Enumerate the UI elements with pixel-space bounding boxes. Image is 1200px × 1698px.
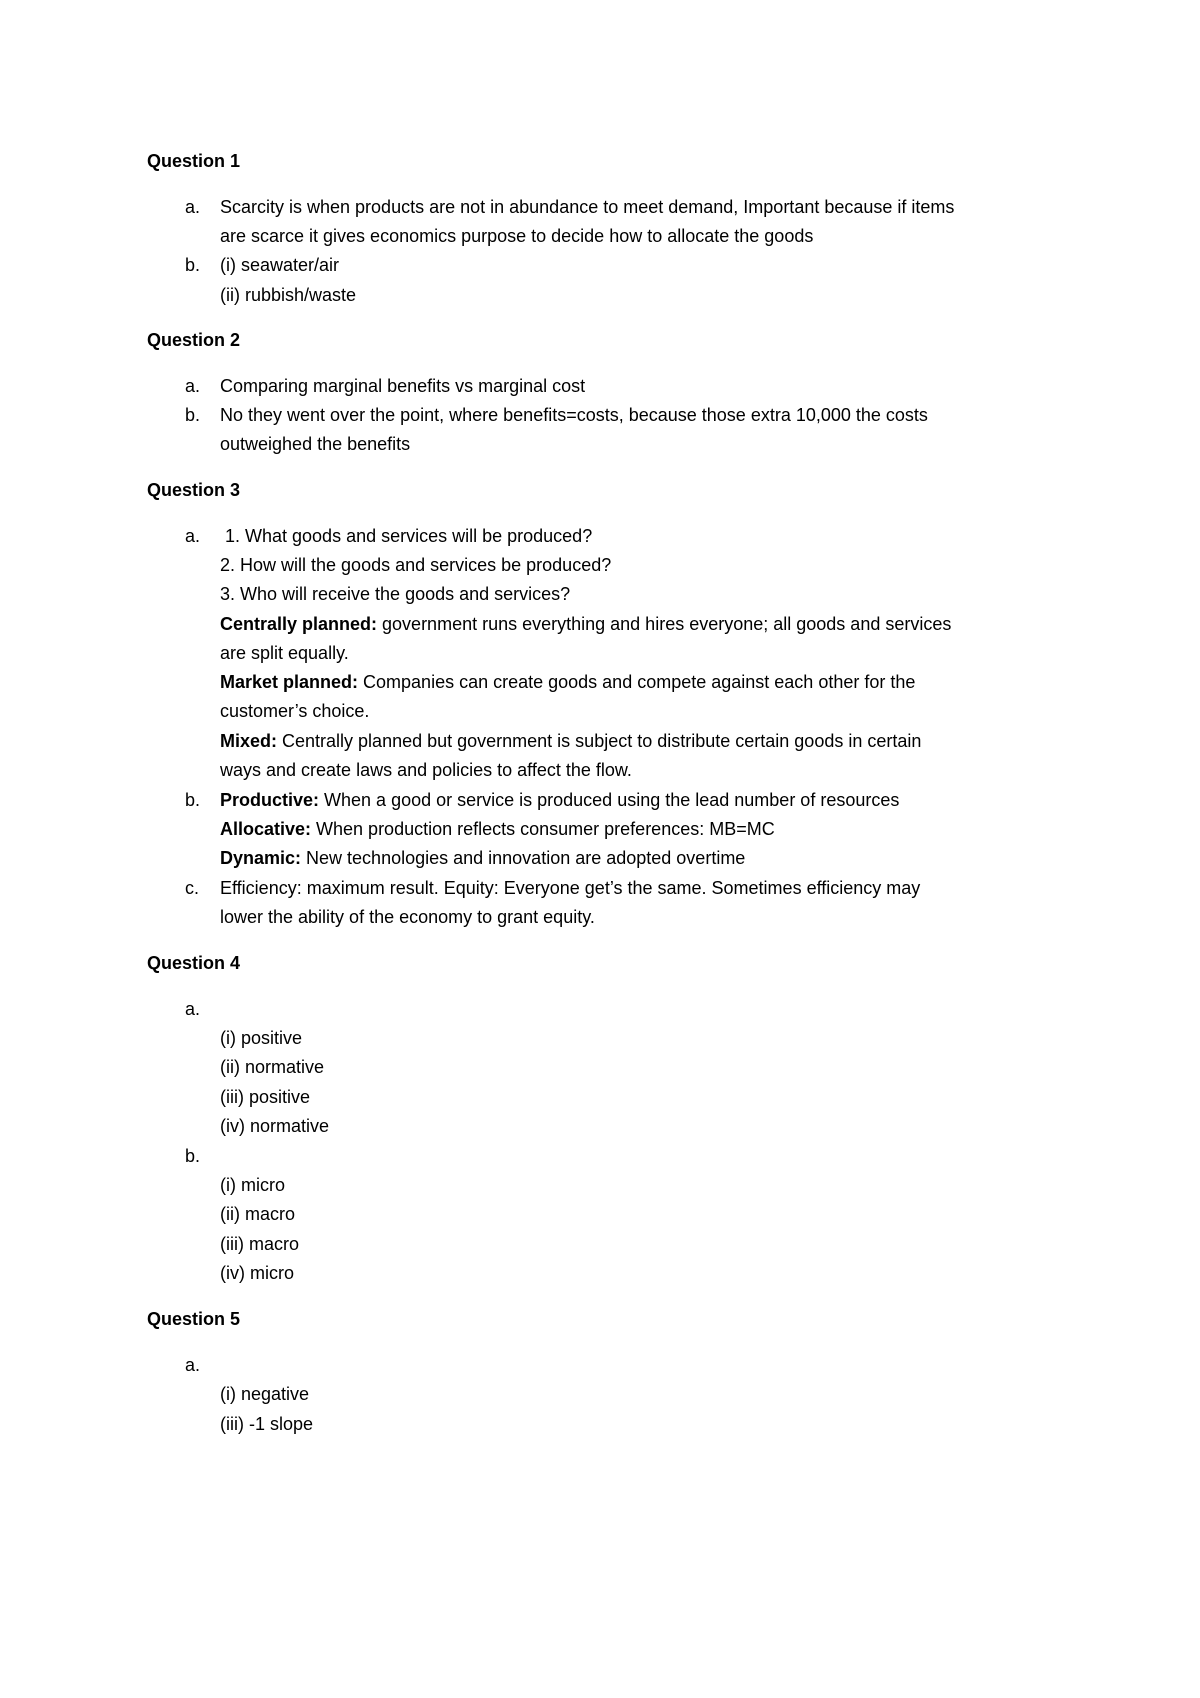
answer-line bbox=[220, 671, 915, 693]
term-definition: New technologies and innovation are adopted overtime bbox=[301, 848, 746, 868]
term-label: Dynamic: bbox=[220, 848, 302, 868]
list-marker: b. bbox=[185, 405, 201, 425]
question-heading: Question 4 bbox=[147, 953, 241, 973]
term-definition: government runs everything and hires everyone; all goods and services bbox=[377, 614, 952, 634]
list-marker: a. bbox=[185, 999, 201, 1019]
question-heading: Question 3 bbox=[147, 480, 241, 500]
list-item: (iv) micro bbox=[220, 1263, 294, 1283]
list-marker: a. bbox=[185, 197, 201, 217]
answer-line: (ii) rubbish/waste bbox=[220, 285, 357, 305]
answer-line: Efficiency: maximum result. Equity: Everyone get’s the same. Sometimes efficiency may bbox=[220, 878, 921, 898]
answer-line bbox=[220, 789, 899, 811]
list-marker: c. bbox=[185, 878, 200, 898]
question-heading: Question 1 bbox=[147, 151, 241, 171]
list-item: (iv) normative bbox=[220, 1116, 330, 1136]
list-item: (i) positive bbox=[220, 1028, 303, 1048]
answer-line: Comparing marginal benefits vs marginal cost bbox=[220, 376, 586, 396]
term-definition: When production reflects consumer preferences: MB=MC bbox=[311, 819, 775, 839]
answer-line bbox=[220, 847, 745, 869]
list-marker: a. bbox=[185, 1355, 201, 1375]
list-item: (iii) macro bbox=[220, 1234, 299, 1254]
question-heading: Question 2 bbox=[147, 330, 241, 350]
answer-line: No they went over the point, where benefits=costs, because those extra 10,000 the costs bbox=[220, 405, 928, 425]
term-definition: When a good or service is produced using the lead number of resources bbox=[319, 790, 900, 810]
question-heading: Question 5 bbox=[147, 1309, 241, 1329]
list-item: (iii) positive bbox=[220, 1087, 311, 1107]
answer-line: 1. What goods and services will be produced? bbox=[225, 526, 593, 546]
answer-line: Scarcity is when products are not in abundance to meet demand, Important because if items bbox=[220, 197, 955, 217]
term-definition: Companies can create goods and compete against each other for the bbox=[358, 672, 916, 692]
list-marker: b. bbox=[185, 1146, 201, 1166]
list-marker: b. bbox=[185, 255, 201, 275]
list-item: (i) negative bbox=[220, 1384, 310, 1404]
list-marker: b. bbox=[185, 790, 201, 810]
answer-line: are scarce it gives economics purpose to decide how to allocate the goods bbox=[220, 226, 814, 246]
term-label: Market planned: bbox=[220, 672, 359, 692]
term-label: Mixed: bbox=[220, 731, 278, 751]
answer-line bbox=[220, 613, 951, 635]
answer-line: lower the ability of the economy to grant equity. bbox=[220, 907, 595, 927]
list-item: (i) micro bbox=[220, 1175, 285, 1195]
answer-line: 2. How will the goods and services be produced? bbox=[220, 555, 612, 575]
list-item: (ii) normative bbox=[220, 1057, 325, 1077]
list-marker: a. bbox=[185, 376, 201, 396]
answer-line: outweighed the benefits bbox=[220, 434, 411, 454]
term-label: Productive: bbox=[220, 790, 320, 810]
list-marker: a. bbox=[185, 526, 201, 546]
list-item: (ii) macro bbox=[220, 1204, 295, 1224]
answer-line bbox=[220, 818, 775, 840]
term-label: Allocative: bbox=[220, 819, 312, 839]
answer-line: (i) seawater/air bbox=[220, 255, 340, 275]
answer-line: customer’s choice. bbox=[220, 701, 370, 721]
answer-line: ways and create laws and policies to affect the flow. bbox=[220, 760, 632, 780]
list-item: (iii) -1 slope bbox=[220, 1414, 314, 1434]
answer-line: are split equally. bbox=[220, 643, 349, 663]
answer-line bbox=[220, 730, 921, 752]
term-definition: Centrally planned but government is subject to distribute certain goods in certain bbox=[277, 731, 922, 751]
term-label: Centrally planned: bbox=[220, 614, 378, 634]
answer-line: 3. Who will receive the goods and services? bbox=[220, 584, 571, 604]
